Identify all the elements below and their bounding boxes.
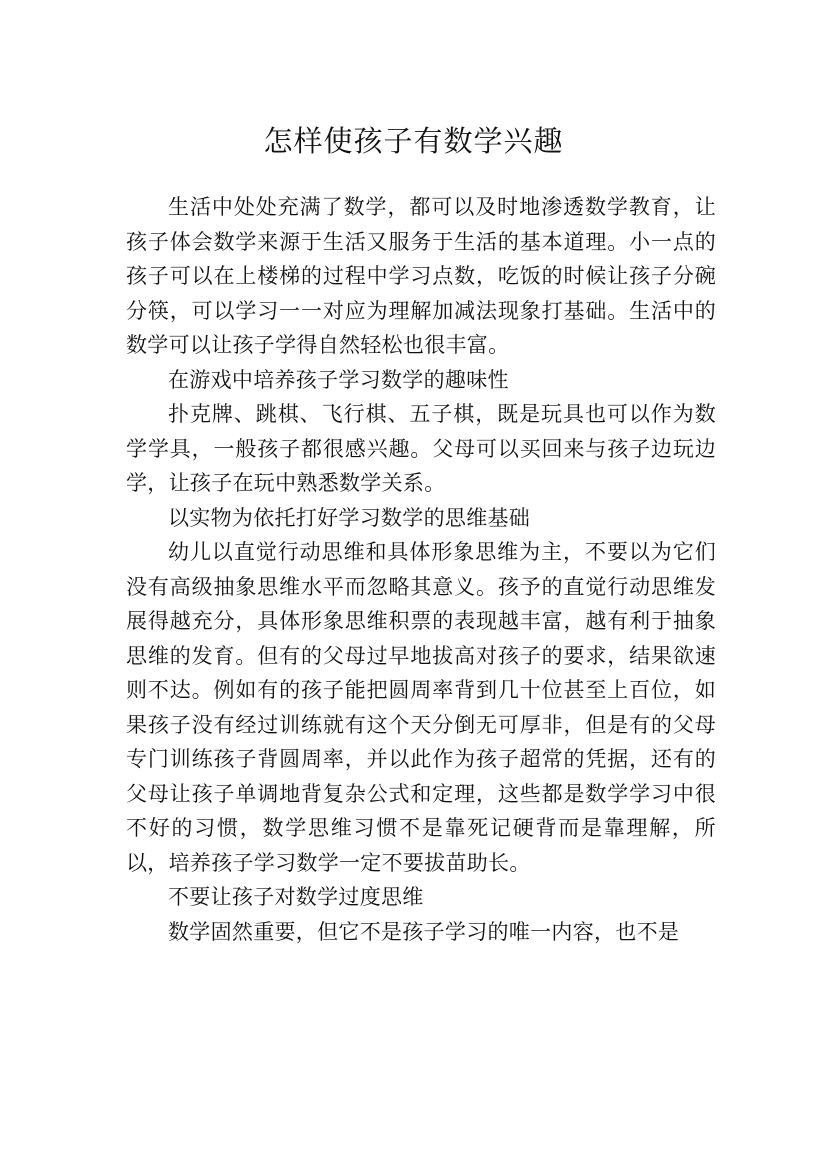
paragraph-objects: 幼儿以直觉行动思维和具体形象思维为主，不要以为它们没有高级抽象思维水平而忽略其意义。孩予的直觉行动思维发展得越充分，具体形象思维积票的表现越丰富，越有利于抽象思维的发育。但有的父母过早地拔高对孩子的要求，结果欲速则不达。例如有的孩子能把圆周率背到几十位甚至上百位，如果孩子没有经过训练就有这个天分倒无可厚非，但是有的父母专门训练孩子背圆周率，并以此作为孩子超常的凭据，还有的父母让孩子单调地背复杂公式和定理，这些都是数学学习中很不好的习惯，数学思维习惯不是靠死记硬背而是靠理解，所以，培养孩子学习数学一定不要拔苗助长。 [126, 540, 716, 875]
subheading-overthinking: 不要让孩子对数学过度思维 [168, 885, 424, 909]
page-title: 怎样使孩子有数学兴趣 [263, 124, 564, 159]
document-body [126, 190, 716, 949]
subheading-objects: 以实物为依托打好学习数学的思维基础 [168, 505, 531, 530]
paragraph-games: 扑克牌、跳棋、飞行棋、五子棋，既是玩具也可以作为数学学具，一般孩子都很感兴趣。父母可以买回来与孩子边玩边学，让孩子在玩中熟悉数学关系。 [126, 402, 716, 495]
paragraph-life-math: 生活中处处充满了数学，都可以及时地渗透数学教育，让孩子体会数学来源于生活又服务于生活的基本道理。小一点的孩子可以在上楼梯的过程中学习点数，吃饭的时候让孩子分碗分筷，可以学习一一对应为理解加减法现象打基础。生活中的数学可以让孩子学得自然轻松也很丰富。 [126, 195, 716, 357]
subheading-games: 在游戏中培养孩子学习数学的趣味性 [168, 367, 509, 392]
paragraph-overthinking: 数学固然重要，但它不是孩子学习的唯一内容，也不是 [168, 919, 680, 944]
